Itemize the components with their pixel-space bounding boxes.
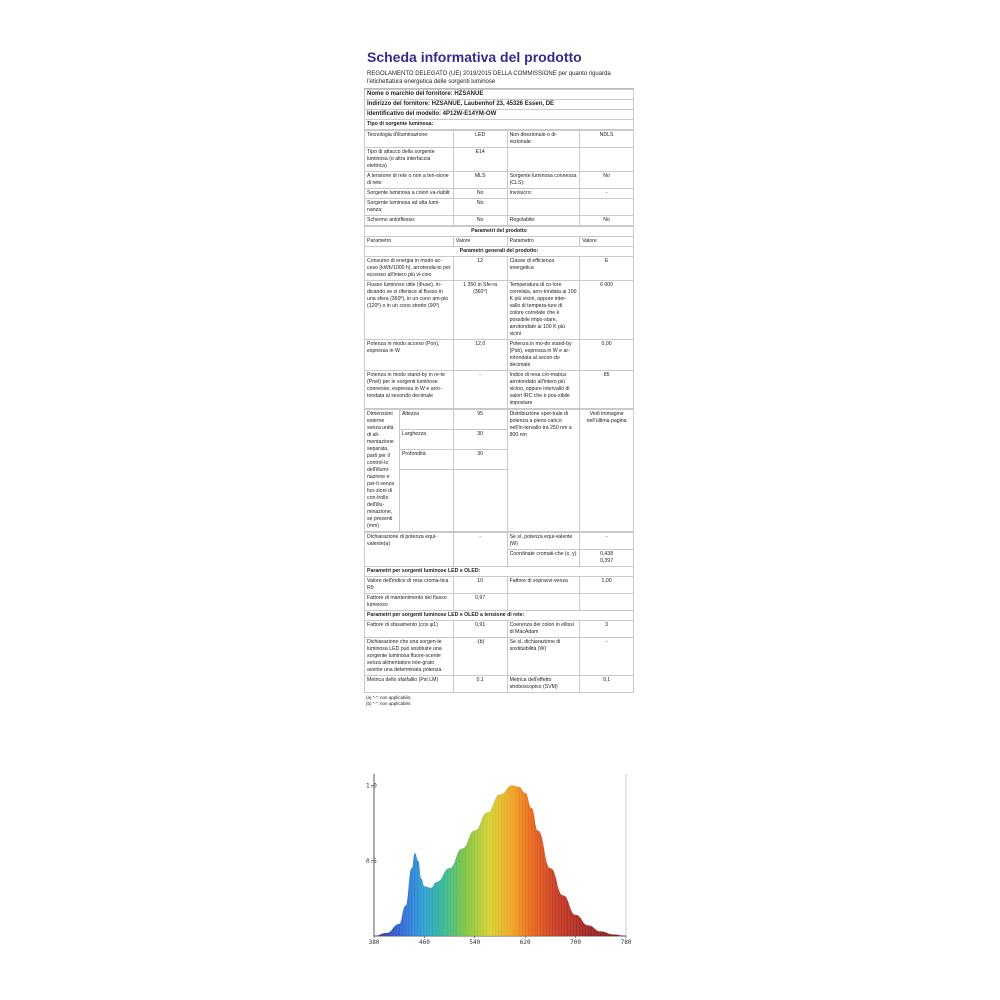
equiv-w-label: Se sì, potenza equi-valente (W) [507,533,580,550]
param-value: - [453,371,507,409]
table-row [365,676,634,693]
param-label: Sorgente luminosa connessa (CLS): [507,172,580,189]
param-value: No [580,216,634,226]
param-value: 6 000 [580,281,634,340]
chroma-value: 0,438 0,397 [580,550,634,567]
param-label: Potenza in modo acceso (Pon), espressa in W [365,340,454,371]
y-tick-label: 1.0 [366,782,377,790]
param-label: Dichiarazione che una sorgen-te luminosa LED può sostituire una sorgente luminosa fluore-scente senza alimentatore inte-grato avente una determinata potenza [365,638,454,676]
param-value: 10 [453,577,507,594]
product-sheet [364,49,634,708]
param-value [580,199,634,216]
param-value: - [580,189,634,199]
table-row [365,199,634,216]
param-value: -(b) [453,638,507,676]
param-label: Se sì, dichiarazione di sostituibilità (W) [507,638,580,676]
param-value: NDLS [580,131,634,148]
equiv-table [364,532,634,693]
param-label: Tecnologia d'illuminazione: [365,131,454,148]
table-row [365,131,634,148]
table-row [365,638,634,676]
param-label: Classe di efficienza energetica [507,257,580,281]
led-params-heading: Parametri per sorgenti luminose LED e OLED: [365,567,634,577]
param-value: 0,00 [580,340,634,371]
param-label: Potenza in mo-do stand-by (Psb), espressa in W e ar-rotondata al secon-do decimale [507,340,580,371]
table-row [365,577,634,594]
param-label: Sorgente luminosa ad alta lumi-nanza: [365,199,454,216]
param-label: Fattore di mantenimento del flusso luminoso [365,594,454,611]
param-label: Fattore di sopravvi-venza [507,577,580,594]
param-value: MLS [453,172,507,189]
params-table [364,226,634,409]
param-label: Metrica dello sfarfallio (Pst LM) [365,676,454,693]
param-label: Tipo di attacco della sorgente luminosa (o altra interfaccia elettrica) [365,148,454,172]
col-header-param: Parametro [507,237,580,247]
table-row [365,594,634,611]
source-type-heading: Tipo di sorgente luminosa: [365,120,634,130]
param-value: 12 [453,257,507,281]
footnote: (a) "-": non applicabile; [366,695,412,700]
param-label: Valore dell'indice di resa croma-tica R9 [365,577,454,594]
x-tick-label: 620 [519,939,531,945]
product-params-heading: Parametri del prodotto [365,227,634,237]
param-value: E [580,257,634,281]
param-label: Potenza in modo stand-by in re-te (Pnet) per le sorgenti luminose connesse, espressa in W e arro-tondata al secondo decimale [365,371,454,409]
mains-params-heading: Parametri per sorgenti luminose LED e OLED a tensione di rete: [365,611,634,621]
col-header-param: Parametro [365,237,454,247]
chroma-label: Coordinate cromati-che (x, y) [507,550,580,567]
type-table [364,130,634,226]
dim-name: Profondità [399,450,453,470]
table-row [365,189,634,199]
param-value: No [580,172,634,189]
param-value: No [453,216,507,226]
spectral-distribution-chart [364,770,634,945]
param-value [580,148,634,172]
param-value [580,594,634,611]
param-label: Involucro: [507,189,580,199]
col-header-value: Valore [453,237,507,247]
dim-name: Altezza [399,410,453,430]
equiv-w-value: - [580,533,634,550]
supplier-address: Indirizzo del fornitore: HZSANUE, Laubenhof 23, 45326 Essen, DE [365,100,634,110]
table-row [365,281,634,340]
table-row [365,216,634,226]
y-tick-label: 0.5 [366,857,377,865]
param-label: Non direzionale o di-rezionale: [507,131,580,148]
spectral-label: Distribuzione spet-trale di potenza a pieno carico nell'in-tervallo tra 250 nm a 800 nm [507,410,580,532]
x-tick-label: 380 [368,939,380,945]
param-value: No [453,189,507,199]
dimensions-table [364,409,634,532]
model-id: Identificativo del modello: 4P12W-E14YM-OW [365,110,634,120]
param-label: Consumo di energia in modo ac-ceso (kWh/1000 h), arrotonda-to per eccesso all'intero più vi-cino [365,257,454,281]
info-table [364,89,634,130]
param-value: 0,97 [453,594,507,611]
regulation-intro: REGOLAMENTO DELEGATO (UE) 2019/2015 DELLA COMMISSIONE per quanto riguarda l'etichettatura energetica delle sorgenti luminose [364,70,634,89]
param-value: - [580,638,634,676]
param-label: Fattore di sfasamento (cos φ1) [365,621,454,638]
param-label [507,594,580,611]
param-value: 1,00 [580,577,634,594]
param-value: 1 350 in Sfe-ra (360°) [453,281,507,340]
general-params-heading: Parametri generali del prodotto: [365,247,634,257]
dim-name: Larghezza [399,430,453,450]
param-value: LED [453,131,507,148]
table-row [365,621,634,638]
param-value: 0,1 [580,676,634,693]
param-label: Temperatura di co-lore correlata, arro-tondata ai 100 K più vicini, oppure inter-vallo di tempera-ture di colore correlate che è possibile impo-stare, arrotondate ai 100 K più vicini [507,281,580,340]
param-label: A tensione di rete o non a ten-sione di rete: [365,172,454,189]
page-title: Scheda informativa del prodotto [367,49,582,65]
x-tick-label: 540 [469,939,481,945]
param-label: Regolabile: [507,216,580,226]
param-value: 0,91 [453,621,507,638]
table-row [365,148,634,172]
param-value: No [453,199,507,216]
spectral-value: Vedi immagine nell'ultima pagina [580,410,634,532]
param-label: Flusso luminoso utile (Φuse), in-dicando se si riferisce al flusso in una sfera (360º), in un cono am-pio (120º) o in un cono stretto (90º) [365,281,454,340]
x-tick-label: 780 [620,939,632,945]
dim-value: 95 [453,410,507,430]
supplier-name: Nome o marchio del fornitore: HZSANUE [365,90,634,100]
table-row [365,257,634,281]
x-tick-label: 460 [418,939,430,945]
equiv-value: - [453,533,507,567]
dimensions-label: Dimensioni esterne senza unità di ali-mentazione separata, parti per il control-lo dell'illumi-nazione e par-ti senza fun-zioni di con-trollo dell'illu-minazione, se presenti (mm) [365,410,400,532]
param-value: 12,0 [453,340,507,371]
param-label [507,199,580,216]
param-value: 3 [580,621,634,638]
col-header-value: Valore [580,237,634,247]
param-label: Coerenza dei colori in ellissi di MacAdam [507,621,580,638]
table-row [365,340,634,371]
footnote: (b) "-": non applicabile; [366,701,412,706]
table-row [365,371,634,409]
param-value: 0,1 [453,676,507,693]
param-label: Indice di resa cro-matica arrotondato all'intero più vicino, oppure intervallo di valori IRC che è pos-sibile impostare [507,371,580,409]
table-row [365,172,634,189]
dim-value: 30 [453,430,507,450]
param-label: Schermo antiriflesso: [365,216,454,226]
param-label [507,148,580,172]
param-value: E14 [453,148,507,172]
param-label: Metrica dell'effetto stroboscopico (SVM) [507,676,580,693]
dim-value: 30 [453,450,507,470]
param-value: 85 [580,371,634,409]
equiv-label: Dichiarazione di potenza equi-valente(a) [365,533,454,567]
param-label: Sorgente luminosa a colori va-riabili: [365,189,454,199]
x-tick-label: 700 [570,939,582,945]
